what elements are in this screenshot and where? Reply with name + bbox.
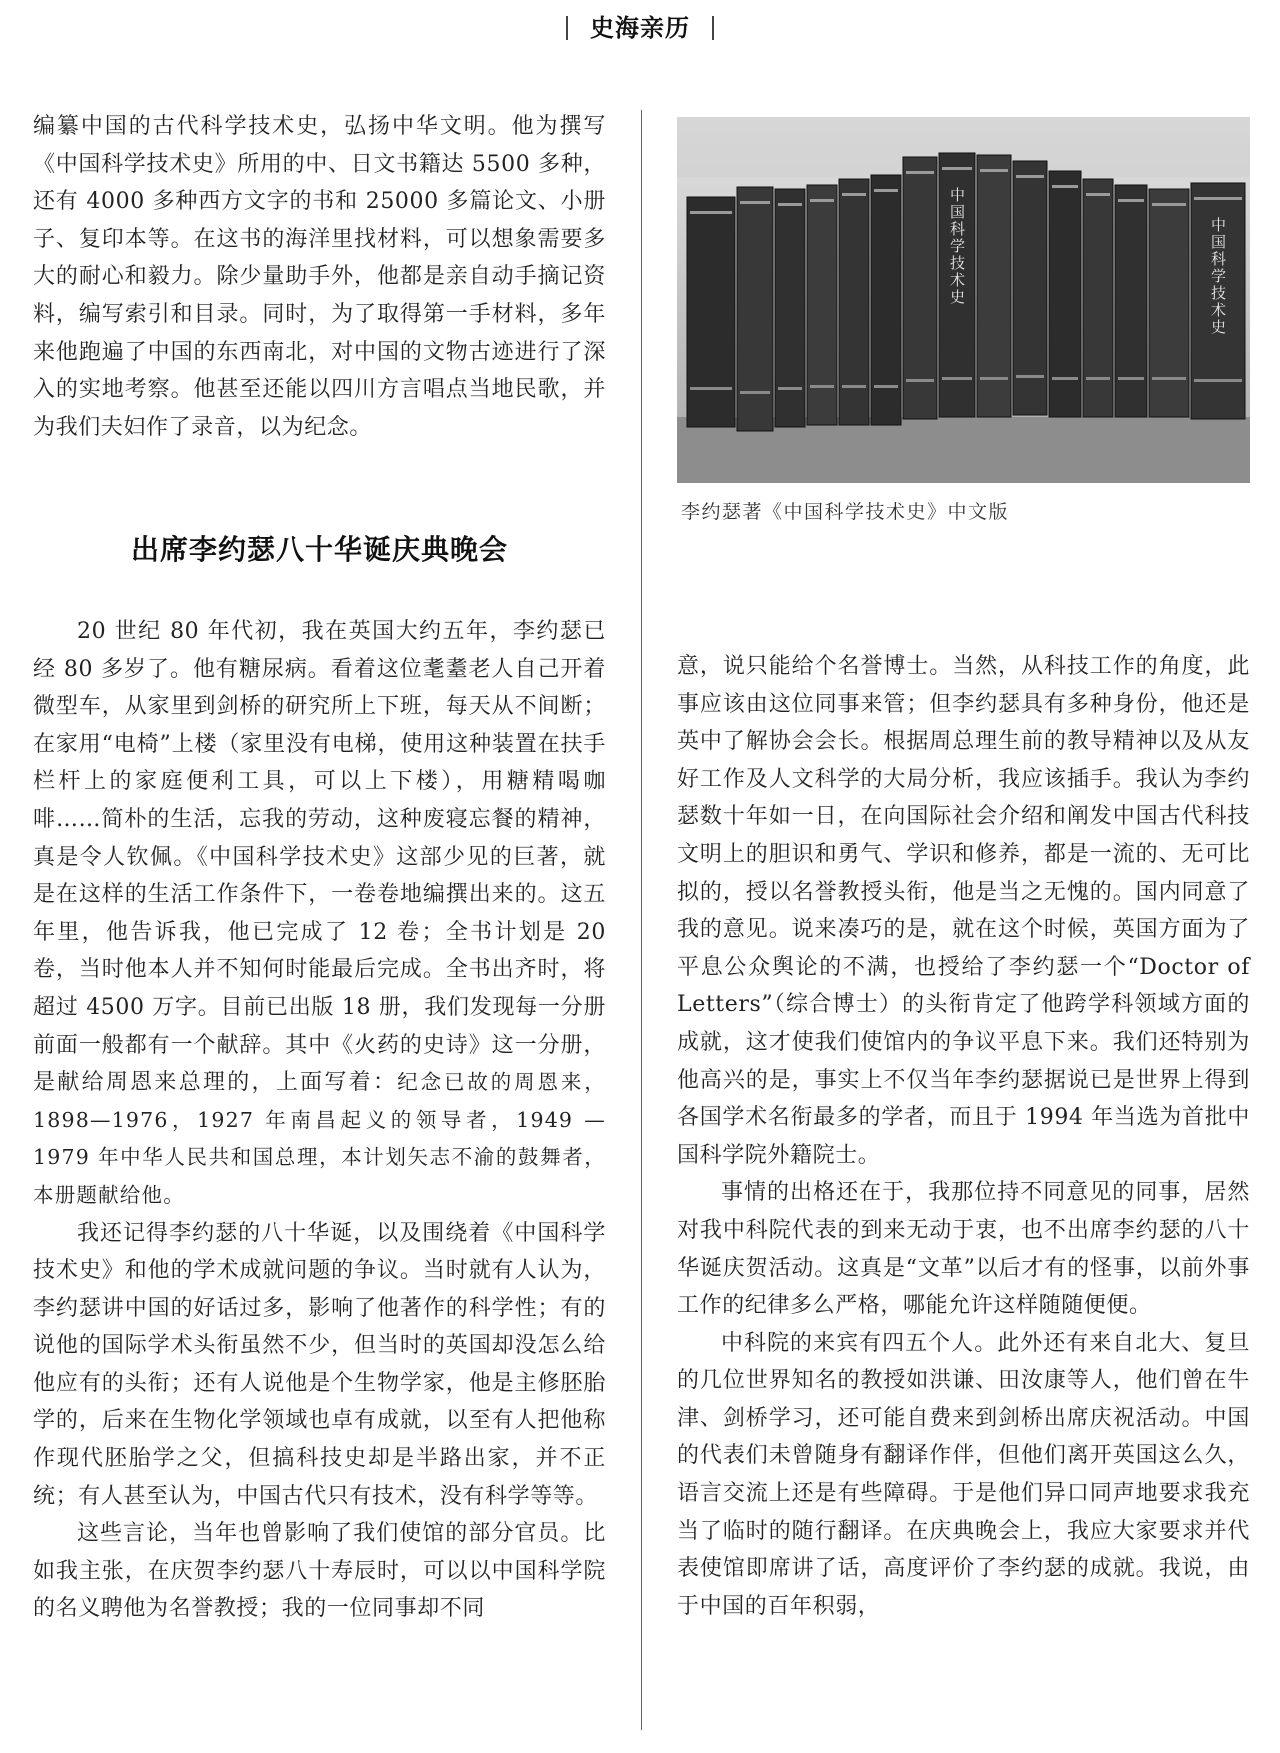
spine-band — [810, 199, 834, 202]
header-left-bar — [566, 16, 568, 40]
spine-band — [690, 387, 732, 390]
spine-band — [1016, 375, 1044, 378]
figure-caption: 李约瑟著《中国科学技术史》中文版 — [681, 501, 1010, 523]
spine-band — [942, 377, 972, 380]
spine-band — [690, 211, 732, 214]
spine-band — [1086, 193, 1110, 196]
right-column — [677, 648, 1250, 1625]
header-title: 史海亲历 — [590, 13, 690, 42]
paragraph: 我还记得李约瑟的八十华诞，以及围绕着《中国科学技术史》和他的学术成就问题的争议。当时就有人认为，李约瑟讲中国的好话过多，影响了他著作的科学性；有的说他的国际学术头衔虽然不少，但当时的英国却没怎么给他应有的头衔；还有人说他是个生物学家，他是主修胚胎学的，后来在生物化学领域也卓有成就，以至有人把他称作现代胚胎学之父，但搞科技史却是半路出家，并不正统；有人甚至认为，中国古代只有技术，没有科学等等。 — [33, 1220, 606, 1509]
section-heading: 出席李约瑟八十华诞庆典晚会 — [130, 533, 508, 566]
running-header — [0, 8, 1280, 43]
paragraph: 这些言论，当年也曾影响了我们使馆的部分官员。比如我主张，在庆贺李约瑟八十寿辰时，可以以中国科学院的名义聘他为名誉教授；我的一位同事却不同 — [33, 1521, 606, 1622]
book-spine — [1115, 185, 1147, 417]
spine-band — [778, 203, 802, 206]
spine-band — [842, 193, 866, 196]
paragraph: 事情的出格还在于，我那位持不同意见的同事，居然对我中科院代表的到来无动于衷，也不出席李约瑟的八十华诞庆贺活动。这真是“文革”以后才有的怪事，以前外事工作的纪律多么严格，哪能允许这样随随便便。 — [677, 1180, 1250, 1319]
book-set-illustration — [677, 117, 1250, 483]
spine-band — [740, 391, 770, 394]
paragraph: 中科院的来宾有四五个人。此外还有来自北大、复旦的几位世界知名的教授如洪谦、田汝康等人，他们曾在牛津、剑桥学习，还可能自费来到剑桥出席庆祝活动。中国的代表们未曾随身有翻译作伴，但他们离开英国这么久，语言交流上还是有些障碍。于是他们异口同声地要求我充当了临时的随行翻译。在庆典晚会上，我应大家要求并代表使馆即席讲了话，高度评价了李约瑟的成就。我说，由于中国的百年积弱， — [677, 1330, 1250, 1619]
book-spine — [839, 179, 869, 425]
paragraph — [33, 613, 606, 1215]
spine-band — [778, 387, 802, 390]
spine-band — [1194, 379, 1242, 382]
book-spine — [687, 197, 735, 427]
left-column-top — [33, 108, 606, 446]
book-spine — [807, 185, 837, 425]
spine-band — [980, 377, 1008, 380]
spine-band — [942, 167, 972, 170]
column-divider — [641, 110, 642, 1730]
spine-band — [810, 385, 834, 388]
spine-title: 中国科学技术史 — [948, 187, 966, 306]
spine-band — [906, 171, 934, 174]
spine-band — [874, 385, 898, 388]
spine-title: 中国科学技术史 — [1209, 217, 1227, 336]
left-column-bottom — [33, 613, 606, 1628]
spine-band — [1118, 199, 1144, 202]
spine-band — [740, 201, 770, 204]
spine-band — [1152, 203, 1186, 206]
paragraph: 意，说只能给个名誉博士。当然，从科技工作的角度，此事应该由这位同事来管；但李约瑟具有多种身份，他还是英中了解协会会长。根据周总理生前的教导精神以及从友好工作及人文科学的大局分析，我应该插手。我认为李约瑟数十年如一日，在向国际社会介绍和阐发中国古代科技文明上的胆识和勇气、学识和修养，都是一流的、无可比拟的，授以名誉教授头衔，他是当之无愧的。国内同意了我的意见。说来凑巧的是，就在这个时候，英国方面为了平息公众舆论的不满，也授给了李约瑟一个“Doctor of Letters”（综合博士）的头衔肯定了他跨学科领域方面的成就，这才使我们使馆内的争议平息下来。我们还特别为他高兴的是，事实上不仅当年李约瑟据说已是世界上得到各国学术名衔最多的学者，而且于 1994 年当选为首批中国科学院外籍院士。 — [677, 654, 1250, 1168]
spine-band — [1052, 377, 1078, 380]
paragraph: 编纂中国的古代科学技术史，弘扬中华文明。他为撰写《中国科学技术史》所用的中、日文书籍达 5500 多种，还有 4000 多种西方文字的书和 25000 多篇论文、小册子、复印本等。在这书的海洋里找材料，可以想象需要多大的耐心和毅力。除少量助手外，他都是亲自动手摘记资料，编写索引和目录。同时，为了取得第一手材料，多年来他跑遍了中国的东西南北，对中国的文物古迹进行了深入的实地考察。他甚至还能以四川方言唱点当地民歌，并为我们夫妇作了录音，以为纪念。 — [33, 114, 606, 440]
book-spine — [1049, 171, 1081, 417]
spine-band — [1016, 175, 1044, 178]
spine-band — [874, 189, 898, 192]
spine-band — [980, 169, 1008, 172]
spine-band — [1052, 185, 1078, 188]
spine-band — [842, 385, 866, 388]
header-right-bar — [712, 16, 714, 40]
spine-band — [1194, 197, 1242, 200]
book-spine — [775, 189, 805, 427]
book-spine — [1083, 179, 1113, 417]
book-spine — [1149, 189, 1189, 417]
spine-band — [1152, 377, 1186, 380]
dedication-quote: 纪念已故的周恩来，1898—1976，1927 年南昌起义的领导者，1949 — 1979 年中华人民共和国总理，本计划矢志不渝的鼓舞者，本册题献给他。 — [33, 1070, 606, 1207]
book-spines — [687, 153, 1245, 431]
paragraph-text: 20 世纪 80 年代初，我在英国大约五年，李约瑟已经 80 多岁了。他有糖尿病。看着这位耄耋老人自己开着微型车，从家里到剑桥的研究所上下班，每天从不间断；在家用“电椅”上楼（家里没有电梯，使用这种装置在扶手栏杆上的家庭便利工具，可以上下楼），用糖精喝咖啡……简朴的生活，忘我的劳动，这种废寝忘餐的精神，真是令人钦佩。《中国科学技术史》这部少见的巨著，就是在这样的生活工作条件下，一卷卷地编撰出来的。这五年里，他告诉我，他已完成了 12 卷；全书计划是 20 卷，当时他本人并不知何时能最后完成。全书出齐时，将超过 4500 万字。目前已出版 18 册，我们发现每一分册前面一般都有一个献辞。其中《火药的史诗》这一分册，是献给周恩来总理的，上面写着： — [33, 619, 606, 1096]
book-spine — [737, 187, 773, 431]
book-set-photo — [677, 117, 1250, 483]
spine-band — [1086, 377, 1110, 380]
spine-band — [906, 379, 934, 382]
spine-band — [1118, 377, 1144, 380]
